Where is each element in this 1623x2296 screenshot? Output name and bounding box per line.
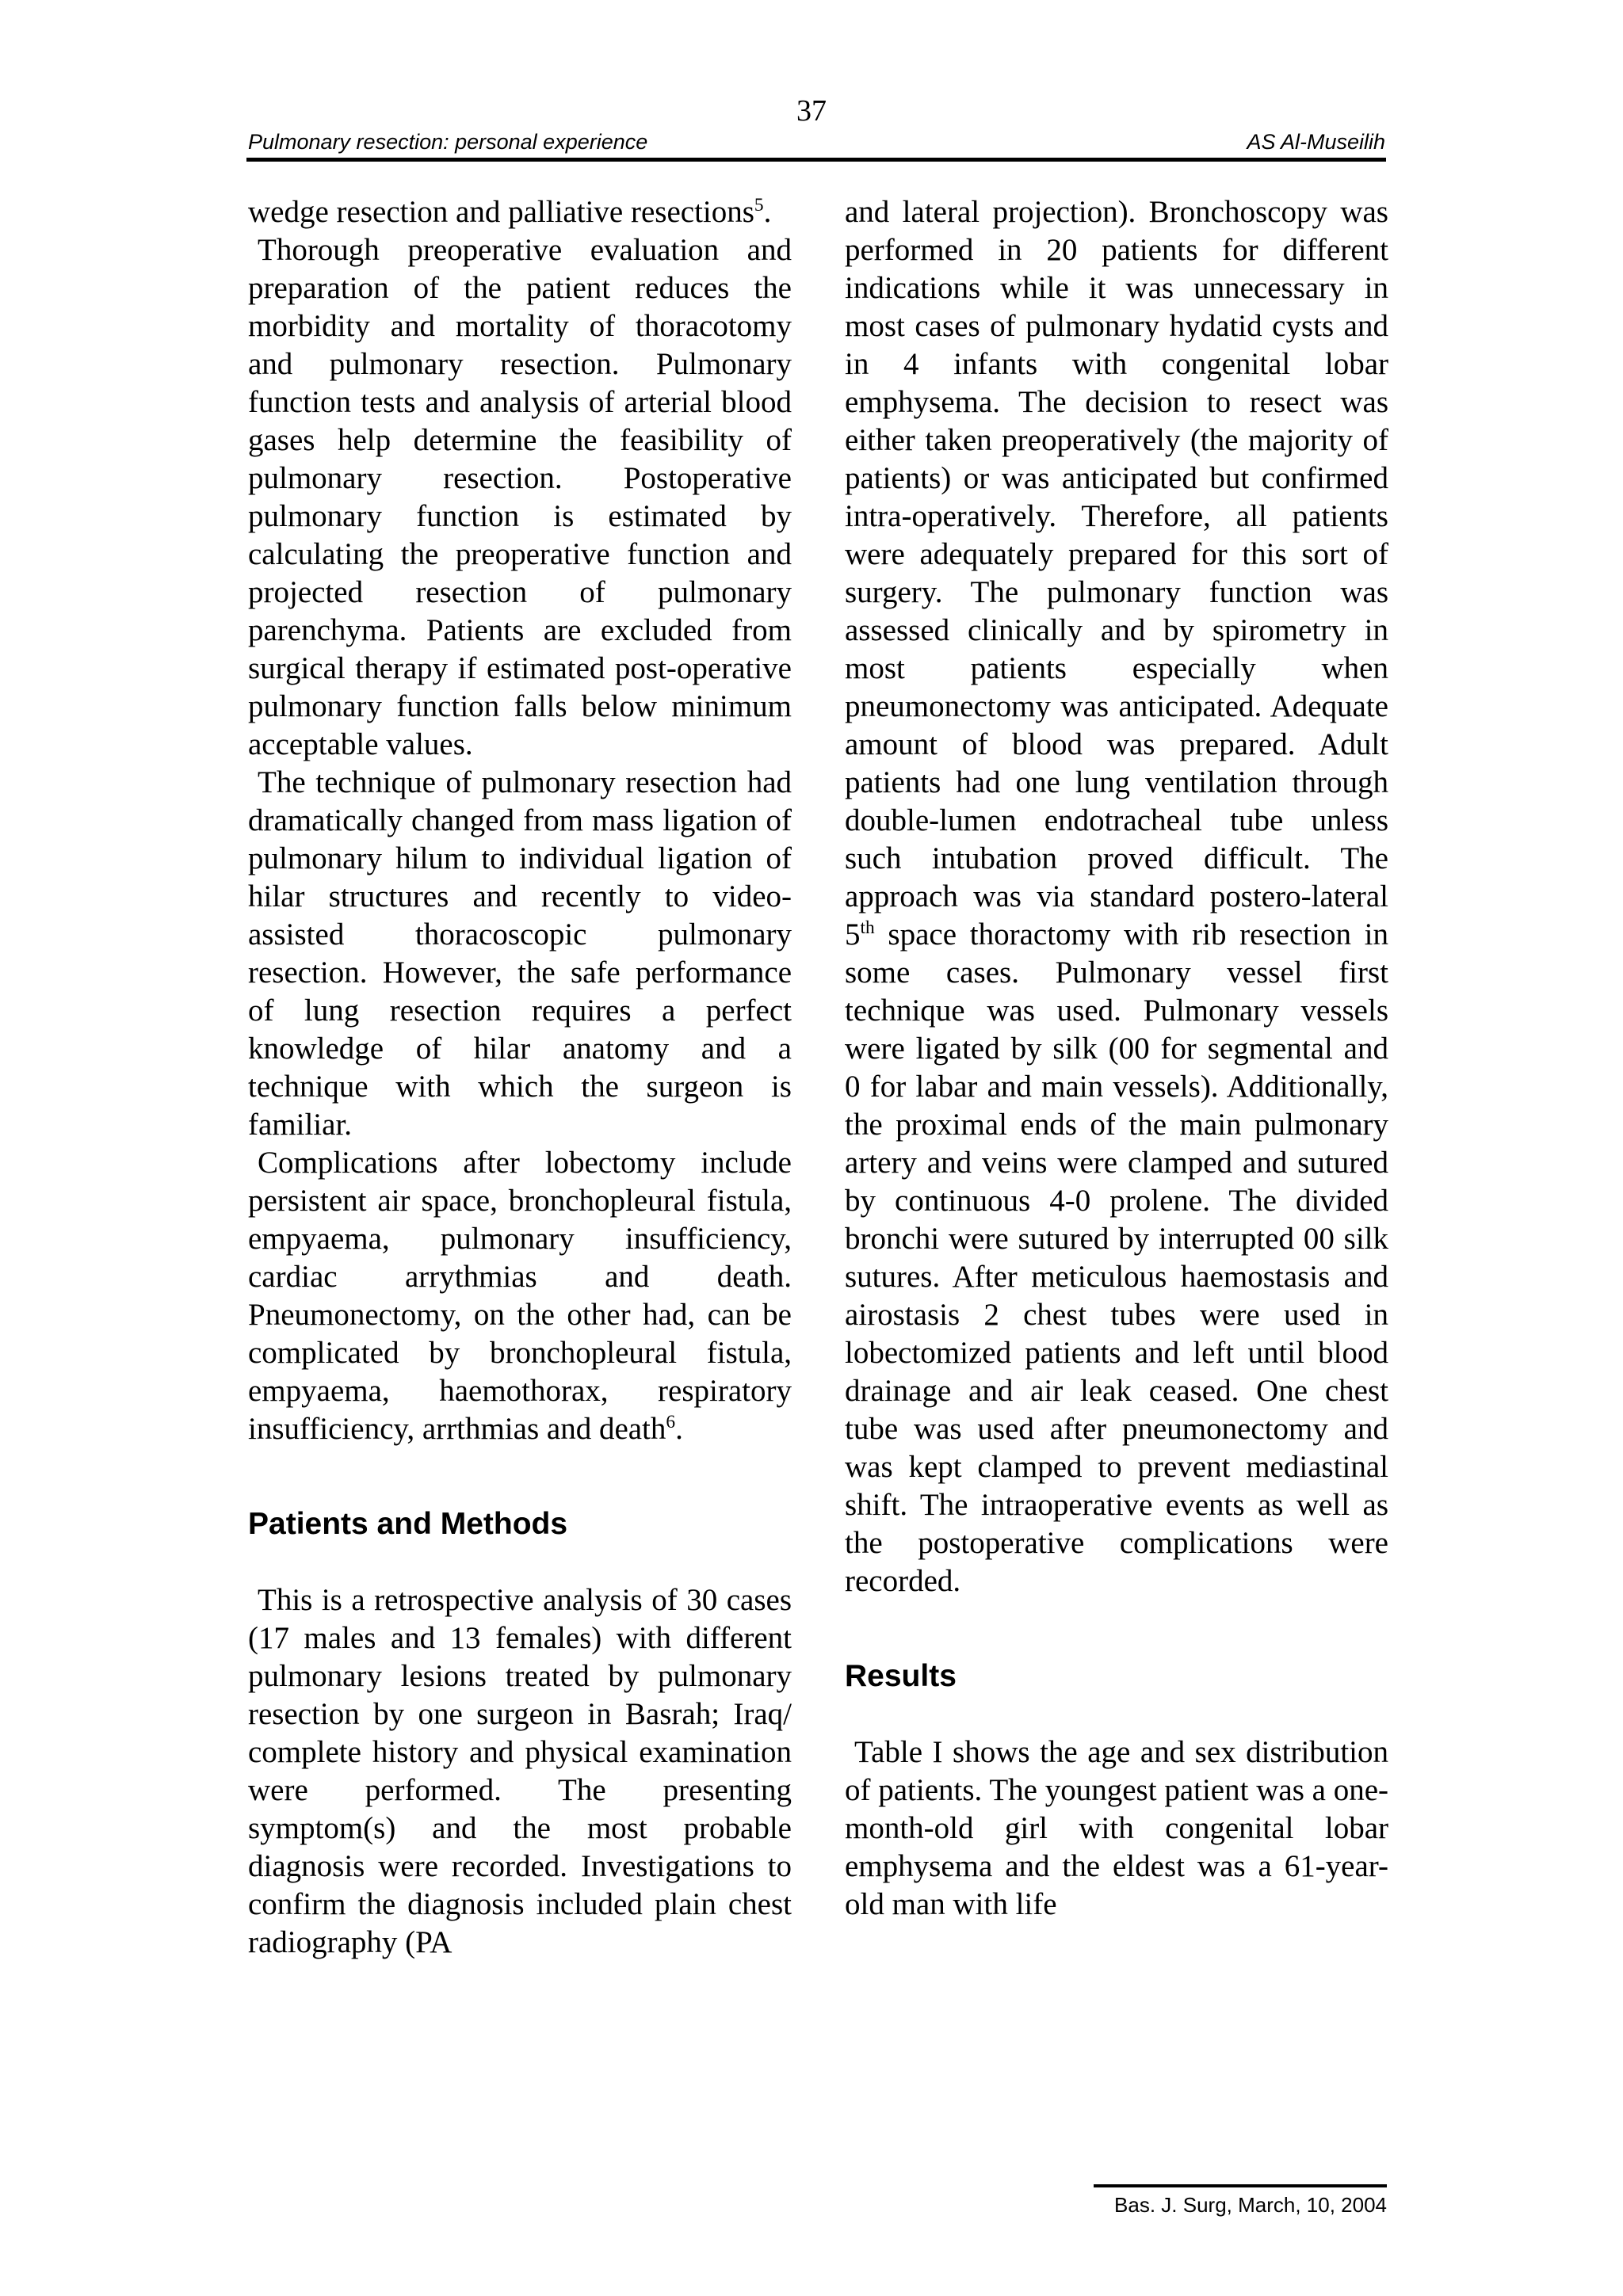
footer-citation: Bas. J. Surg, March, 10, 2004 <box>1114 2193 1387 2217</box>
heading-results: Results <box>845 1659 957 1693</box>
paragraph-technique: The technique of pulmonary resection had dramatically changed from mass ligation of pulmonary hilum to individual ligation of hilar structures and recently to video-assisted thoracoscopic pulmonary resection. However, the safe performance of lung resection requires a perfect knowledge of hilar anatomy and a technique with which the surgeon is familiar. <box>248 765 792 1142</box>
reference-superscript: 6 <box>666 1412 676 1432</box>
ordinal-superscript: th <box>860 917 875 938</box>
paragraph-end: . <box>675 1412 683 1446</box>
paragraph-results: Table I shows the age and sex distribution of patients. The youngest patient was a one-month-old girl with congenital lobar emphysema and the eldest was a 61-year-old man with life <box>845 1735 1388 1921</box>
page-number: 37 <box>796 94 827 128</box>
paragraph-procedure <box>845 193 1388 1600</box>
paragraph-text: and lateral projection). Bronchoscopy was performed in 20 patients for different indications while it was unnecessary in most cases of pulmonary hydatid cysts and in 4 infants with congenital lobar emphysema. The decision to resect was either taken preoperatively (the majority of patients) or was anticipated but confirmed intra-operatively. Therefore, all patients were adequately prepared for this sort of surgery. The pulmonary function was assessed clinically and by spirometry in most patients especially when pneumonectomy was anticipated. Adequate amount of blood was prepared. Adult patients had one lung ventilation through double-lumen endotracheal tube unless such intubation proved difficult. The approach was via standard postero-lateral 5 <box>845 195 1388 952</box>
paragraph-evaluation: Thorough preoperative evaluation and preparation of the patient reduces the morbidity and mortality of thoracotomy and pulmonary resection. Pulmonary function tests and analysis of arterial blood gases help determine the feasibility of pulmonary resection. Postoperative pulmonary function is estimated by calculating the preoperative function and projected resection of pulmonary parenchyma. Patients are excluded from surgical therapy if estimated post-operative pulmonary function falls below minimum acceptable values. <box>248 233 792 761</box>
header-rule <box>246 158 1386 162</box>
footer-rule <box>1094 2184 1387 2187</box>
paragraph-resections <box>248 193 792 231</box>
running-title: Pulmonary resection: personal experience <box>248 130 648 154</box>
left-column <box>248 193 792 1962</box>
paragraph-methods: This is a retrospective analysis of 30 cases (17 males and 13 females) with different pulmonary lesions treated by pulmonary resection by one surgeon in Basrah; Iraq/ complete history and physical examination were performed. The presenting symptom(s) and the most probable diagnosis were recorded. Investigations to confirm the diagnosis included plain chest radiography (PA <box>248 1583 792 1959</box>
paragraph-text: wedge resection and palliative resections <box>248 195 754 229</box>
running-author: AS Al-Museilih <box>1247 130 1385 154</box>
paragraph-text-continued: space thoractomy with rib resection in some cases. Pulmonary vessel first technique was used. Pulmonary vessels were ligated by silk (00 for segmental and 0 for labar and main vessels). Additionally, the proximal ends of the main pulmonary artery and veins were clamped and sutured by continuous 4-0 prolene. The divided bronchi were sutured by interrupted 00 silk sutures. After meticulous haemostasis and airostasis 2 chest tubes were used in lobectomized patients and left until blood drainage and air leak ceased. One chest tube was used after pneumonectomy and was kept clamped to prevent mediastinal shift. The intraoperative events as well as the postoperative complications were recorded. <box>845 917 1388 1598</box>
paragraph-end: . <box>763 195 772 229</box>
heading-patients-methods: Patients and Methods <box>248 1507 568 1541</box>
right-column <box>845 193 1388 1924</box>
paragraph-text: Complications after lobectomy include persistent air space, bronchopleural fistula, empyaema, pulmonary insufficiency, cardiac arrythmias and death. Pneumonectomy, on the other had, can be complicated by bronchopleural fistula, empyaema, haemothorax, respiratory insufficiency, arrthmias and death <box>248 1146 792 1446</box>
reference-superscript: 5 <box>754 195 764 215</box>
paragraph-complications <box>248 1144 792 1448</box>
